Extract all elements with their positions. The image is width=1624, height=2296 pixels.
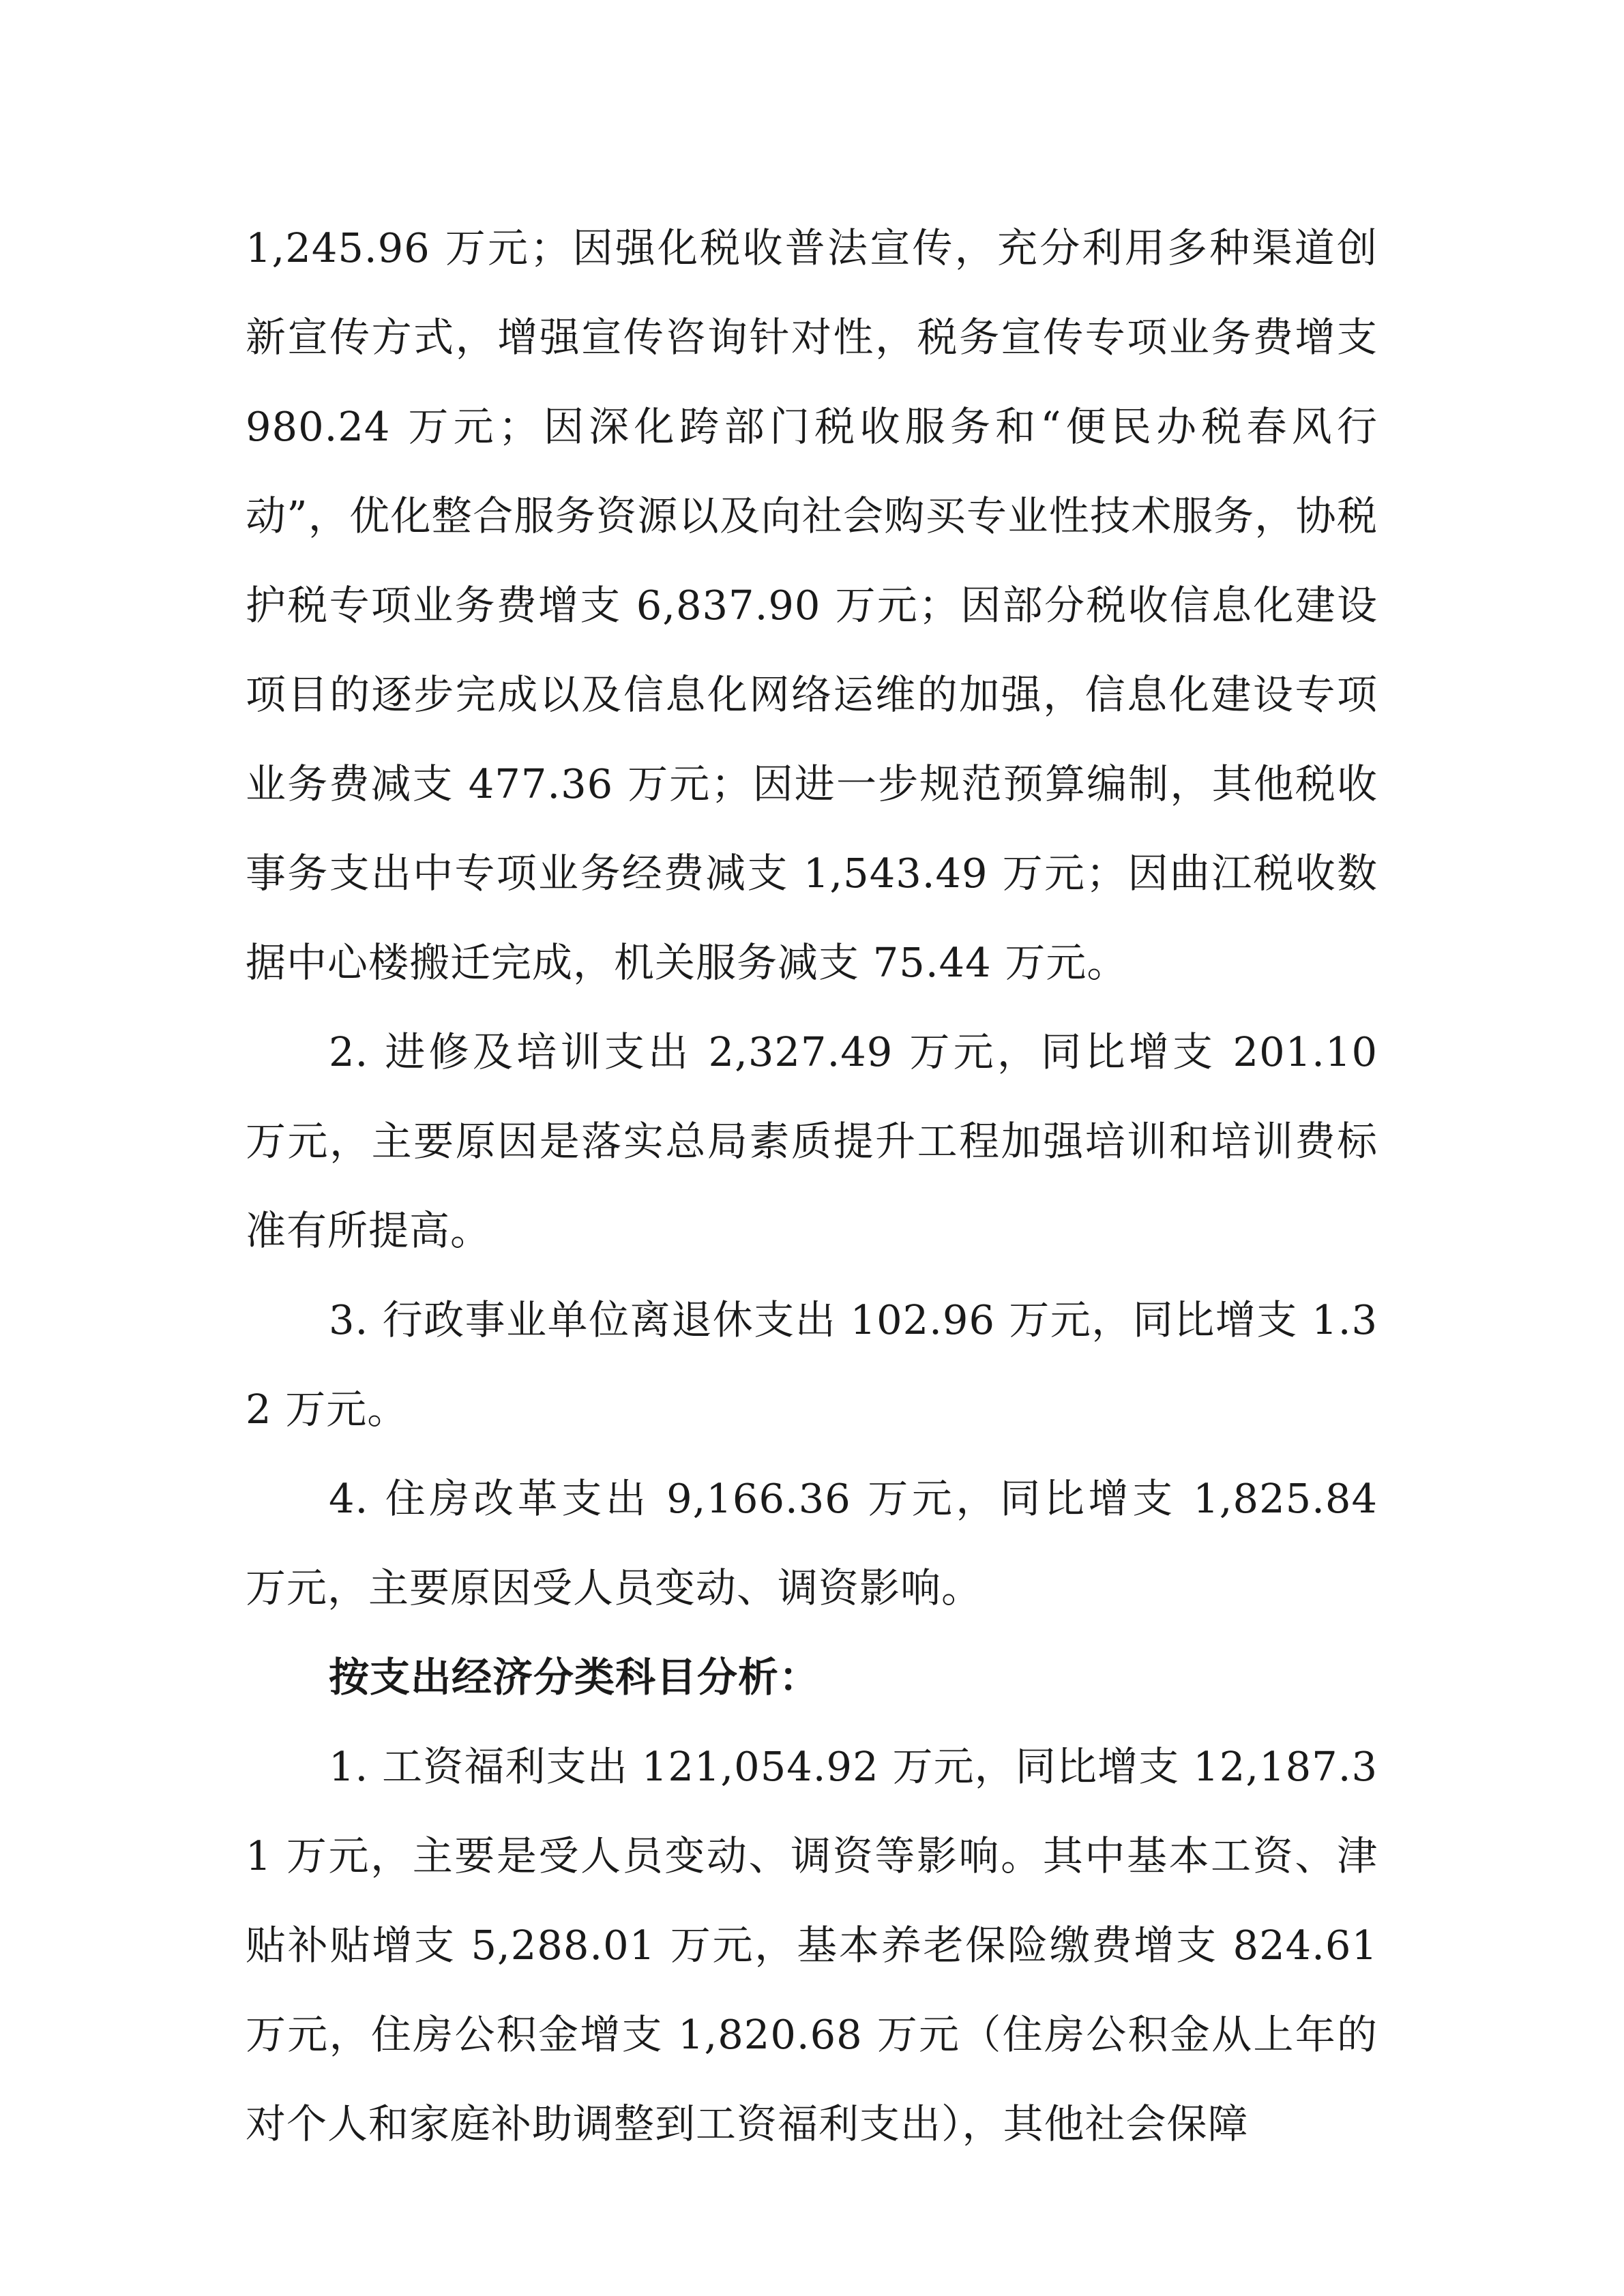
paragraph-continued: 1,245.96 万元；因强化税收普法宣传，充分利用多种渠道创新宣传方式，增强宣传咨询针对性，税务宣传专项业务费增支 980.24 万元；因深化跨部门税收服务和“便民办税春风行动”，优化整合服务资源以及向社会购买专业性技术服务，协税护税专项业务费增支 6,837.90 万元；因部分税收信息化建设项目的逐步完成以及信息化网络运维的加强，信息化建设专项业务费减支 477.36 万元；因进一步规范预算编制，其他税收事务支出中专项业务经费减支 1,543.49 万元；因曲江税收数据中心楼搬迁完成，机关服务减支 75.44 万元。: [246, 224, 1378, 986]
section-heading: 按支出经济分类科目分析：: [329, 1654, 821, 1701]
document-body: [246, 203, 1378, 2168]
paragraph-item-3: 3. 行政事业单位离退休支出 102.96 万元，同比增支 1.32 万元。: [246, 1296, 1378, 1433]
paragraph-item-2: 2. 进修及培训支出 2,327.49 万元，同比增支 201.10 万元，主要原因是落实总局素质提升工程加强培训和培训费标准有所提高。: [246, 1028, 1378, 1254]
paragraph-item-4: 4. 住房改革支出 9,166.36 万元，同比增支 1,825.84 万元，主要原因受人员变动、调资影响。: [246, 1475, 1378, 1611]
paragraph-econ-1: 1. 工资福利支出 121,054.92 万元，同比增支 12,187.31 万元，主要是受人员变动、调资等影响。其中基本工资、津贴补贴增支 5,288.01 万元，基本养老保险缴费增支 824.61 万元，住房公积金增支 1,820.68 万元（住房公积金从上年的对个人和家庭补助调整到工资福利支出），其他社会保障: [246, 1743, 1378, 2147]
